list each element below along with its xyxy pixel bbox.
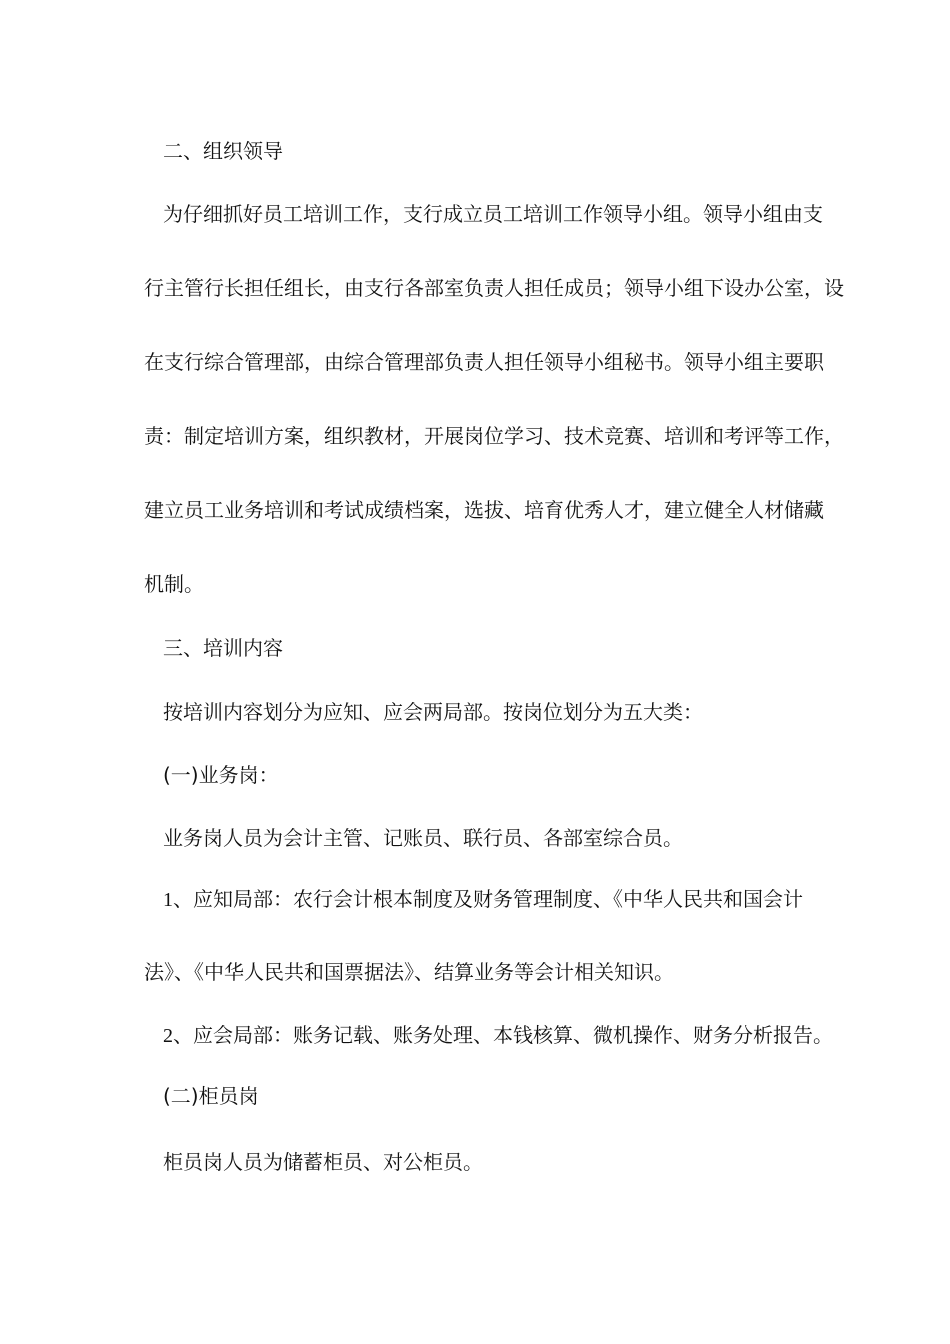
paragraph-line: 机制。 (144, 572, 204, 596)
subsection-heading-teller: (二)柜员岗 (163, 1084, 259, 1108)
list-item-knowledge (163, 885, 803, 914)
subsection-heading-business: (一)业务岗： (163, 763, 279, 787)
list-item-number: 1 (163, 889, 173, 911)
list-item-skills (163, 1021, 833, 1050)
paragraph-line: 在支行综合管理部，由综合管理部负责人担任领导小组秘书。领导小组主要职 (144, 350, 824, 374)
paragraph-line: 为仔细抓好员工培训工作，支行成立员工培训工作领导小组。领导小组由支 (163, 202, 823, 226)
section-heading-training-content: 三、培训内容 (163, 636, 283, 660)
paragraph-teller-personnel: 柜员岗人员为储蓄柜员、对公柜员。 (163, 1150, 483, 1174)
section-heading-organization: 二、组织领导 (163, 139, 283, 163)
paragraph-line: 行主管行长担任组长，由支行各部室负责人担任成员；领导小组下设办公室，设 (144, 276, 844, 300)
paragraph-line: 责：制定培训方案，组织教材，开展岗位学习、技术竞赛、培训和考评等工作， (144, 424, 844, 448)
paragraph-line: 建立员工业务培训和考试成绩档案，选拔、培育优秀人才，建立健全人材储藏 (144, 498, 824, 522)
paragraph-business-personnel: 业务岗人员为会计主管、记账员、联行员、各部室综合员。 (163, 826, 683, 850)
list-item-continuation: 法》、《中华人民共和国票据法》、结算业务等会计相关知识。 (144, 960, 674, 984)
list-item-text: 、应知局部：农行会计根本制度及财务管理制度、《中华人民共和国会计 (173, 887, 803, 911)
list-item-text: 、应会局部：账务记载、账务处理、本钱核算、微机操作、财务分析报告。 (173, 1023, 833, 1047)
paragraph-intro: 按培训内容划分为应知、应会两局部。按岗位划分为五大类： (163, 700, 703, 724)
list-item-number: 2 (163, 1025, 173, 1047)
